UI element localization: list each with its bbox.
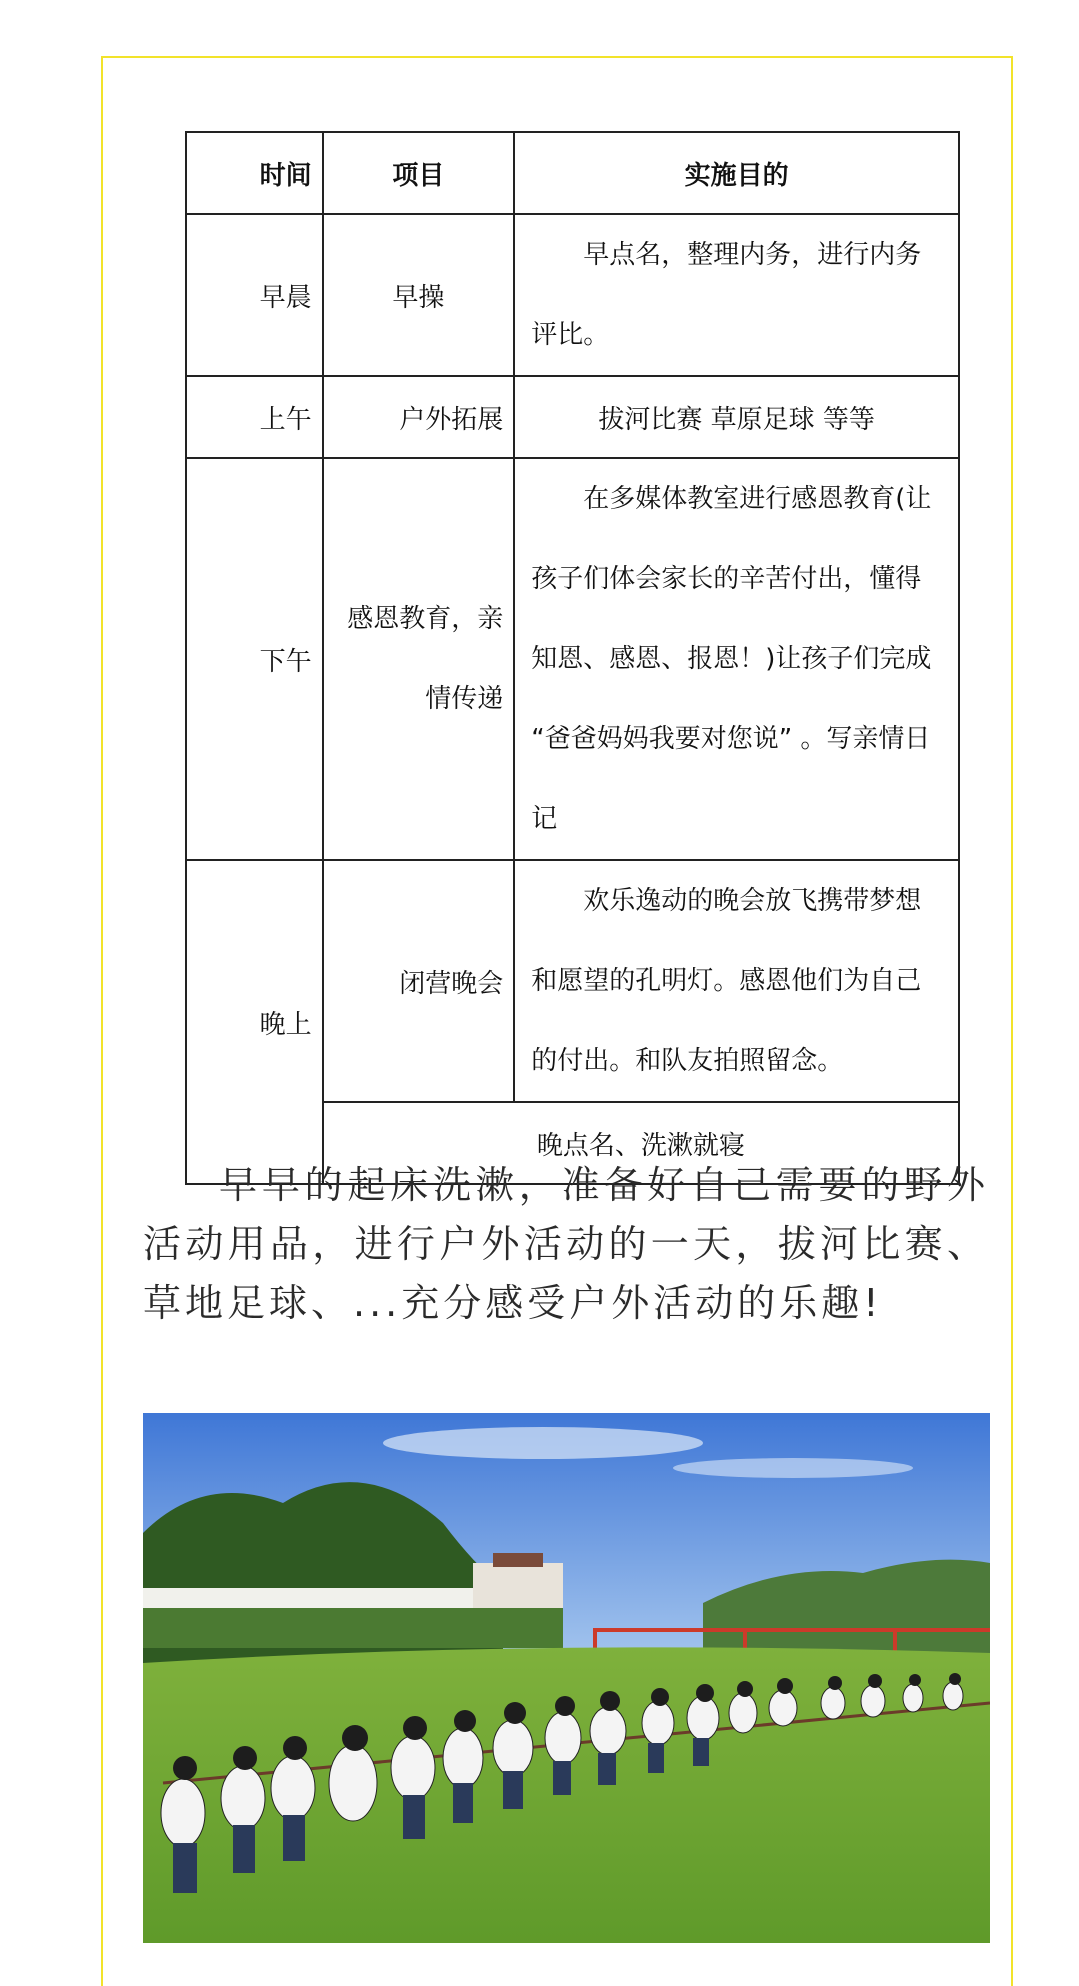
intro-paragraph: 早早的起床洗漱，准备好自己需要的野外活动用品，进行户外活动的一天，拔河比赛、 草地足球、...充分感受户外活动的乐趣! — [143, 1163, 989, 1325]
goal-cell — [514, 458, 959, 860]
time-cell: 晚上 — [186, 860, 323, 1184]
schedule-table — [185, 131, 960, 1185]
goal-cell — [514, 860, 959, 1102]
time-cell: 下午 — [186, 458, 323, 860]
evening-routine-cell: 晚点名、洗漱就寝 — [323, 1102, 959, 1184]
table-row — [186, 376, 959, 458]
goal-cell — [514, 214, 959, 376]
table-row — [186, 860, 959, 1102]
goal-text: 早点名，整理内务，进行内务评比。 — [531, 240, 922, 350]
table-row — [186, 458, 959, 860]
item-text: 感恩教育，亲情传递 — [347, 604, 504, 714]
time-cell: 早晨 — [186, 214, 323, 376]
goal-cell: 拔河比赛 草原足球 等等 — [514, 376, 959, 458]
header-item: 项目 — [323, 132, 515, 214]
item-cell — [323, 458, 515, 860]
goal-text: 欢乐逸动的晚会放飞携带梦想和愿望的孔明灯。感恩他们为自己的付出。和队友拍照留念。 — [531, 886, 922, 1076]
tug-of-war-photo — [143, 1413, 990, 1943]
time-cell: 上午 — [186, 376, 323, 458]
item-cell: 闭营晚会 — [323, 860, 515, 1102]
header-time: 时间 — [186, 132, 323, 214]
table-row — [186, 214, 959, 376]
item-cell: 户外拓展 — [323, 376, 515, 458]
header-goal: 实施目的 — [514, 132, 959, 214]
table-header-row — [186, 132, 959, 214]
goal-text: 在多媒体教室进行感恩教育(让孩子们体会家长的辛苦付出，懂得知恩、感恩、报恩！)让孩子们完成 “爸爸妈妈我要对您说” 。写亲情日记 — [531, 484, 932, 834]
item-cell: 早操 — [323, 214, 515, 376]
